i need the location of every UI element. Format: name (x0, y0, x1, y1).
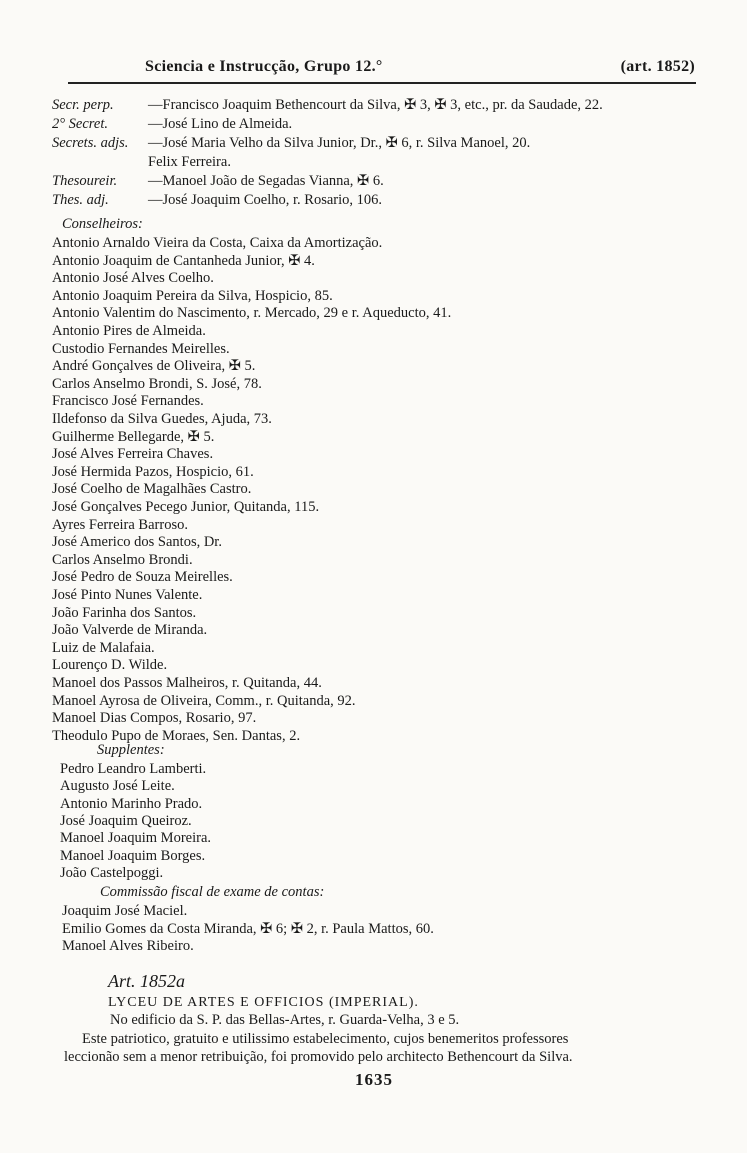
officer-line: 2° Secret. —José Lino de Almeida. (52, 116, 293, 132)
supplentes-heading: Supplentes: (97, 742, 165, 758)
conselheiro-entry: Carlos Anselmo Brondi, S. José, 78. (52, 375, 262, 392)
conselheiro-entry: Manoel Dias Compos, Rosario, 97. (52, 710, 257, 727)
conselheiros-heading: Conselheiros: (62, 216, 143, 232)
officer-line: Secr. perp. —Francisco Joaquim Bethencourt da Silva, ✠ 3, ✠ 3, etc., pr. da Saudade, 22. (52, 97, 603, 113)
commissao-entry: Joaquim José Maciel. (62, 903, 188, 919)
article-body-line: leccionão sem a menor retribuição, foi promovido pelo architecto Bethencourt da Silva. (64, 1049, 573, 1065)
conselheiro-entry: Custodio Fernandes Meirelles. (52, 340, 230, 357)
officer-line: Thesoureir. —Manoel João de Segadas Vianna, ✠ 6. (52, 173, 384, 189)
conselheiro-entry: Guilherme Bellegarde, ✠ 5. (52, 428, 215, 445)
conselheiro-entry: José Pedro de Souza Meirelles. (52, 569, 233, 586)
article-title: LYCEU DE ARTES E OFFICIOS (IMPERIAL). (108, 995, 419, 1010)
supplente-entry: Manoel Joaquim Moreira. (60, 830, 212, 847)
conselheiro-entry: Antonio Joaquim de Cantanheda Junior, ✠ 4. (52, 252, 315, 269)
supplente-entry: Manoel Joaquim Borges. (60, 847, 206, 864)
conselheiro-entry: Antonio Pires de Almeida. (52, 323, 206, 339)
supplente-entry: João Castelpoggi. (60, 864, 164, 881)
conselheiro-entry: José Gonçalves Pecego Junior, Quitanda, 115. (52, 499, 320, 515)
supplente-entry: José Joaquim Queiroz. (60, 812, 192, 829)
conselheiro-entry: Antonio Joaquim Pereira da Silva, Hospicio, 85. (52, 287, 333, 304)
conselheiro-entry: Manoel dos Passos Malheiros, r. Quitanda, 44. (52, 675, 322, 691)
conselheiro-entry: Ildefonso da Silva Guedes, Ajuda, 73. (52, 411, 272, 427)
article-label: Art. 1852a (108, 971, 186, 991)
conselheiro-entry: José Coelho de Magalhães Castro. (52, 481, 252, 498)
article-body-line: Este patriotico, gratuito e utilissimo estabelecimento, cujos benemeritos professores (82, 1031, 569, 1047)
conselheiro-entry: Manoel Ayrosa de Oliveira, Comm., r. Quitanda, 92. (52, 692, 356, 709)
conselheiro-entry: Carlos Anselmo Brondi. (52, 551, 193, 568)
page-number: 1635 (355, 1070, 393, 1089)
article-location: No edificio da S. P. das Bellas-Artes, r. Guarda-Velha, 3 e 5. (110, 1012, 460, 1028)
conselheiro-entry: José Americo dos Santos, Dr. (52, 534, 222, 551)
conselheiro-entry: Antonio Valentim do Nascimento, r. Mercado, 29 e r. Aqueducto, 41. (52, 305, 452, 322)
conselheiro-entry: Lourenço D. Wilde. (52, 657, 168, 674)
supplente-entry: Augusto José Leite. (60, 778, 175, 795)
header-article: (art. 1852) (620, 58, 695, 75)
officer-line: Felix Ferreira. (148, 154, 231, 170)
commissao-entry: Emilio Gomes da Costa Miranda, ✠ 6; ✠ 2, r. Paula Mattos, 60. (62, 920, 434, 937)
conselheiro-entry: Antonio Arnaldo Vieira da Costa, Caixa da Amortização. (52, 235, 383, 251)
commissao-heading: Commissão fiscal de exame de contas: (100, 884, 325, 900)
supplente-entry: Antonio Marinho Prado. (60, 795, 203, 812)
header-title: Sciencia e Instrucção, Grupo 12.° (145, 58, 383, 75)
conselheiro-entry: José Alves Ferreira Chaves. (52, 446, 214, 463)
conselheiro-entry: João Farinha dos Santos. (52, 604, 197, 621)
supplente-entry: Pedro Leandro Lamberti. (60, 761, 207, 777)
officer-line: Secrets. adjs. —José Maria Velho da Silva Junior, Dr., ✠ 6, r. Silva Manoel, 20. (52, 135, 531, 151)
conselheiro-entry: Ayres Ferreira Barroso. (52, 516, 188, 533)
commissao-entry: Manoel Alves Ribeiro. (62, 938, 194, 954)
conselheiro-entry: Luiz de Malafaia. (52, 639, 155, 656)
conselheiro-entry: André Gonçalves de Oliveira, ✠ 5. (52, 358, 256, 375)
conselheiro-entry: João Valverde de Miranda. (52, 622, 208, 639)
conselheiro-entry: José Hermida Pazos, Hospicio, 61. (52, 463, 254, 480)
officer-line: Thes. adj. —José Joaquim Coelho, r. Rosario, 106. (52, 192, 383, 208)
conselheiro-entry: Theodulo Pupo de Moraes, Sen. Dantas, 2. (52, 727, 301, 744)
conselheiro-entry: Francisco José Fernandes. (52, 393, 204, 410)
conselheiro-entry: José Pinto Nunes Valente. (52, 587, 203, 603)
conselheiro-entry: Antonio José Alves Coelho. (52, 270, 214, 287)
header-rule (68, 82, 696, 84)
